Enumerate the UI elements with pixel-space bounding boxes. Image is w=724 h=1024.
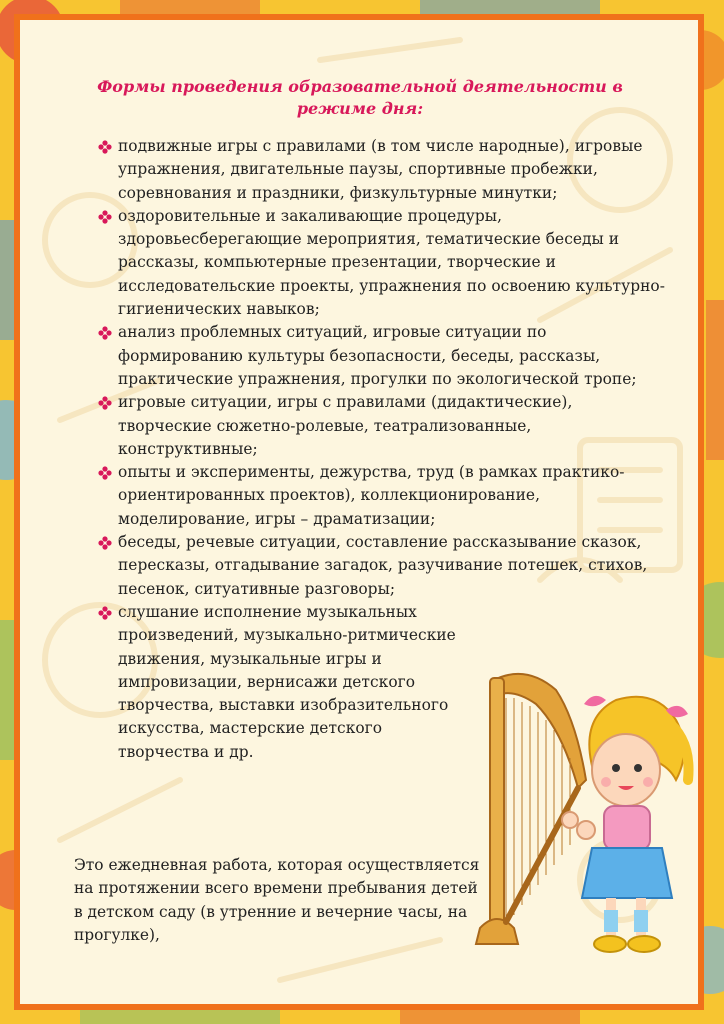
diamond-bullet-icon <box>98 396 112 410</box>
girl-icon <box>562 696 689 952</box>
page-title: Формы проведения образовательной деятельности в режиме дня: <box>97 77 623 118</box>
list-item <box>98 601 470 764</box>
list-item <box>98 391 668 461</box>
list-item-text: слушание исполнение музыкальных произведений, музыкально-ритмические движения, музыкальные игры и импровизации, вернисажи детского творчества, выставки изобразительного искусства, мастерские детского творчества и др. <box>118 602 456 761</box>
list-item <box>98 321 668 391</box>
list-item-text: опыты и эксперименты, дежурства, труд (в рамках практико-ориентированных проектов), коллекционирование, моделирование, игры – драматизации; <box>118 463 625 528</box>
content <box>20 20 698 1004</box>
diamond-bullet-icon <box>98 326 112 340</box>
diamond-bullet-icon <box>98 606 112 620</box>
list-item-text: игровые ситуации, игры с правилами (дидактические), творческие сюжетно-ролевые, театрализованные, конструктивные; <box>118 393 573 458</box>
diamond-bullet-icon <box>98 536 112 550</box>
diamond-bullet-icon <box>98 466 112 480</box>
harp-icon <box>476 674 586 944</box>
list-item-text: анализ проблемных ситуаций, игровые ситуации по формированию культуры безопасности, беседы, рассказы, практические упражнения, прогулки по экологической тропе; <box>118 323 637 388</box>
list-item-text: подвижные игры с правилами (в том числе народные), игровые упражнения, двигательные паузы, спортивные пробежки, соревнования и праздники, физкультурные минутки; <box>118 137 643 202</box>
girl-playing-harp-illustration <box>466 660 696 960</box>
list-item-text: оздоровительные и закаливающие процедуры, здоровьесберегающие мероприятия, тематические беседы и рассказы, компьютерные презентации, творческие и исследовательские проекты, упражнения по освоению культурно-гигиенических навыков; <box>118 206 665 319</box>
diamond-bullet-icon <box>98 210 112 224</box>
list-item <box>98 461 668 531</box>
closing-paragraph: Это ежедневная работа, которая осуществляется на протяжении всего времени пребывания детей в детском саду (в утренние и вечерние часы, на прогулке), <box>74 856 480 944</box>
list-item-text: беседы, речевые ситуации, составление рассказывание сказок, пересказы, отгадывание загадок, разучивание потешек, стихов, песенок, ситуативные разговоры; <box>118 533 648 598</box>
diamond-bullet-icon <box>98 140 112 154</box>
list-item <box>98 205 668 321</box>
list-item <box>98 531 668 601</box>
page-frame <box>14 14 704 1010</box>
list-item <box>98 135 668 205</box>
